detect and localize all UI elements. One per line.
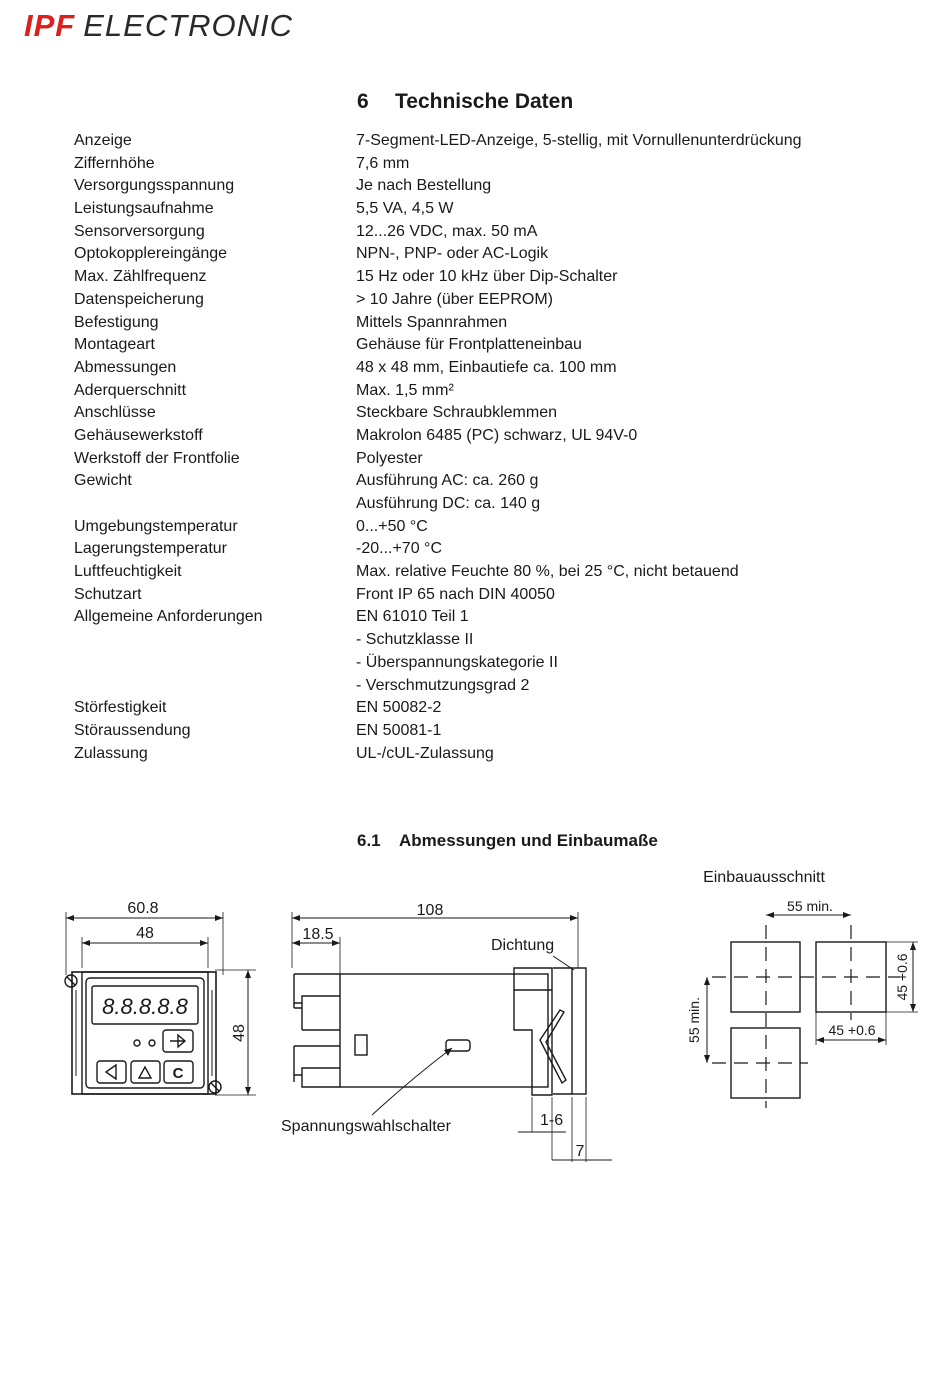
spec-value: > 10 Jahre (über EEPROM) — [356, 290, 553, 308]
spec-label: Allgemeine Anforderungen — [74, 608, 263, 626]
spec-label: Anschlüsse — [74, 404, 156, 422]
cutout-size-h: 45 +0.6 — [894, 953, 910, 1001]
subsection-number: 6.1 — [357, 831, 381, 850]
brand-rest: ELECTRONIC — [83, 8, 294, 43]
spec-value: Je nach Bestellung — [356, 177, 492, 195]
spec-value: Max. 1,5 mm² — [356, 381, 454, 399]
spec-value: Makrolon 6485 (PC) schwarz, UL 94V-0 — [356, 426, 638, 444]
spec-label: Umgebungstemperatur — [74, 517, 238, 535]
left-button — [97, 1061, 126, 1083]
spec-value: UL-/cUL-Zulassung — [356, 744, 494, 762]
cutout-spacing-h: 55 min. — [787, 898, 833, 914]
spec-value: Polyester — [356, 449, 423, 467]
spec-label: Gehäusewerkstoff — [74, 426, 203, 444]
spec-value: Steckbare Schraubklemmen — [356, 404, 557, 422]
gasket-label: Dichtung — [491, 937, 555, 954]
range-label: 1-6 — [540, 1112, 564, 1129]
spec-value: Ausführung DC: ca. 140 g — [356, 495, 541, 512]
side-view — [281, 902, 612, 1162]
front-view — [65, 900, 256, 1095]
spec-value: - Überspannungskategorie II — [356, 653, 558, 671]
spec-label: Störaussendung — [74, 721, 191, 739]
spec-value: Gehäuse für Frontplatteneinbau — [356, 336, 582, 354]
spec-value: Ausführung AC: ca. 260 g — [356, 472, 539, 490]
spec-label: Luftfeuchtigkeit — [74, 563, 182, 581]
spec-value: - Schutzklasse II — [356, 631, 474, 649]
cutout-title: Einbauausschnitt — [703, 869, 825, 886]
spec-value: 48 x 48 mm, Einbautiefe ca. 100 mm — [356, 358, 617, 376]
spec-label: Versorgungsspannung — [74, 177, 235, 195]
spec-label: Befestigung — [74, 313, 159, 331]
spec-value: 7,6 mm — [356, 154, 410, 172]
spec-label: Anzeige — [74, 132, 132, 149]
spec-label: Zulassung — [74, 744, 148, 762]
spec-value: 12...26 VDC, max. 50 mA — [356, 222, 538, 240]
cutout-size-w: 45 +0.6 — [828, 1022, 876, 1038]
front-height: 48 — [231, 1024, 248, 1042]
spec-label: Abmessungen — [74, 358, 177, 376]
section-number: 6 — [357, 90, 369, 113]
spec-label: Datenspeicherung — [74, 290, 204, 308]
spec-label: Ziffernhöhe — [74, 154, 155, 172]
spec-value: Max. relative Feuchte 80 %, bei 25 °C, nicht betauend — [356, 563, 739, 581]
spec-label: Optokopplereingänge — [74, 245, 228, 263]
spec-value: 15 Hz oder 10 kHz über Dip-Schalter — [356, 268, 618, 286]
spec-value: - Verschmutzungsgrad 2 — [356, 676, 530, 694]
spec-label: Max. Zählfrequenz — [74, 268, 207, 286]
spec-value: NPN-, PNP- oder AC-Logik — [356, 245, 549, 263]
front-display: 8.8.8.8.8 — [102, 994, 188, 1019]
spec-value: -20...+70 °C — [356, 540, 442, 558]
spec-label: Werkstoff der Frontfolie — [74, 449, 240, 467]
side-front-depth: 18.5 — [302, 926, 334, 943]
section-title-text: Technische Daten — [395, 90, 574, 113]
spec-value: Front IP 65 nach DIN 40050 — [356, 585, 555, 603]
spec-value: EN 61010 Teil 1 — [356, 608, 469, 626]
svg-text:C: C — [172, 1065, 184, 1082]
front-thickness: 7 — [575, 1143, 585, 1160]
spec-value: 0...+50 °C — [356, 517, 428, 535]
side-depth: 108 — [416, 902, 444, 919]
brand-bold: IPF — [24, 8, 76, 43]
subsection-title-text: Abmessungen und Einbaumaße — [399, 831, 658, 850]
spec-label: Schutzart — [74, 585, 142, 603]
spec-value: EN 50082-2 — [356, 699, 442, 717]
front-width-inner: 48 — [136, 925, 154, 942]
cutout-spacing-v: 55 min. — [686, 997, 702, 1043]
spec-label: Störfestigkeit — [74, 699, 167, 717]
spec-label: Lagerungstemperatur — [74, 540, 227, 558]
spec-label: Sensorversorgung — [74, 222, 205, 240]
spec-label: Leistungsaufnahme — [74, 200, 214, 218]
spec-value: 7-Segment-LED-Anzeige, 5-stellig, mit Vornullenunterdrückung — [356, 132, 802, 149]
cutout-view — [686, 869, 918, 1108]
spec-value: Mittels Spannrahmen — [356, 313, 508, 331]
spec-label: Aderquerschnitt — [74, 381, 187, 399]
spec-label: Gewicht — [74, 472, 132, 490]
spec-label: Montageart — [74, 336, 155, 354]
front-width-outer: 60.8 — [127, 900, 159, 917]
spec-value: 5,5 VA, 4,5 W — [356, 200, 454, 218]
switch-label: Spannungswahlschalter — [281, 1118, 451, 1135]
spec-value: EN 50081-1 — [356, 721, 442, 739]
up-button — [131, 1061, 160, 1083]
